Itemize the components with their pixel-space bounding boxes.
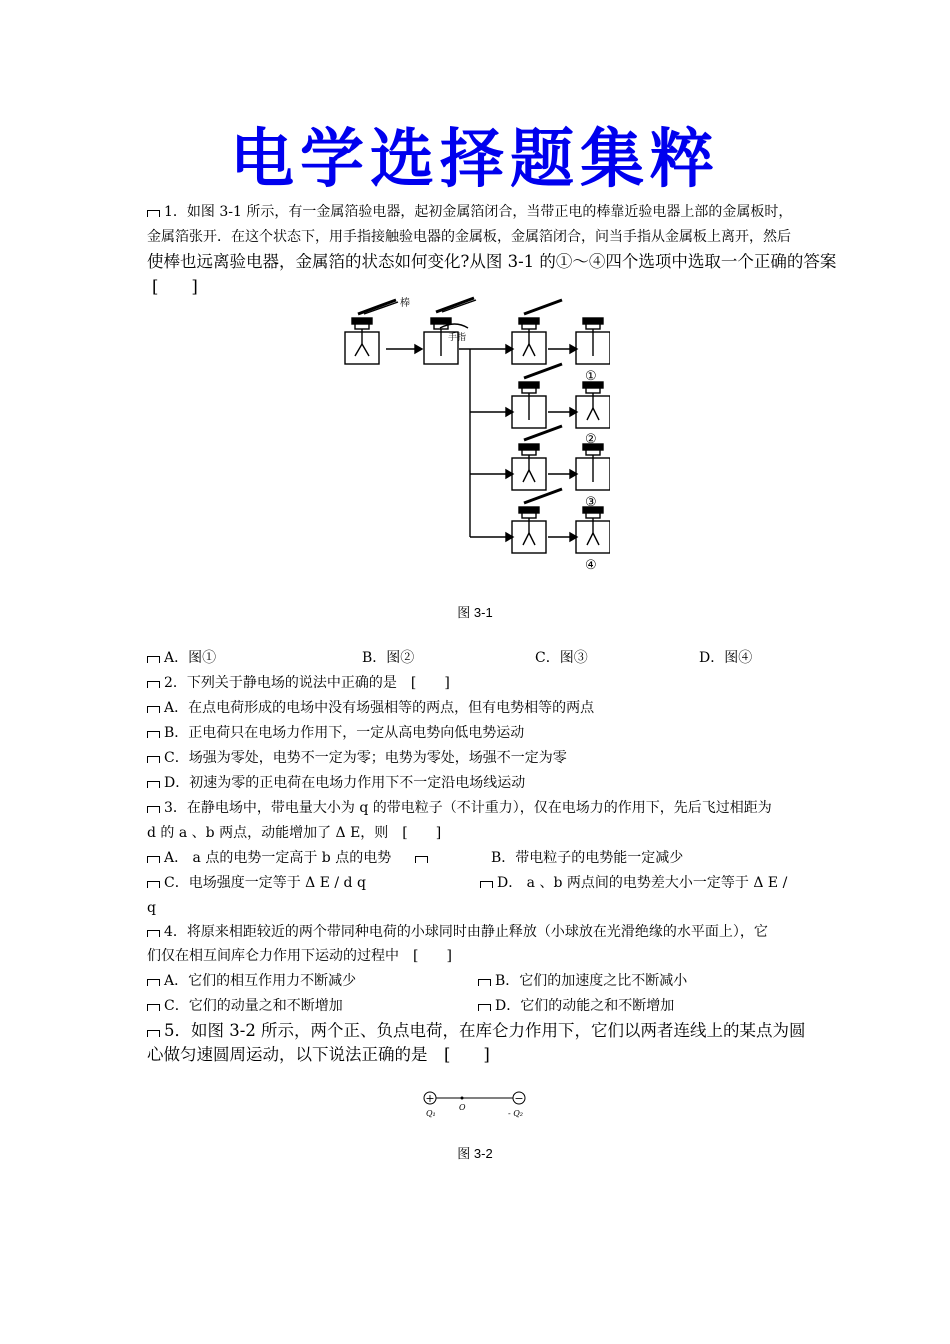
q1-bracket: [ ]	[152, 277, 198, 296]
q3-line-2: d 的 a 、b 两点，动能增加了 Δ E，则 [ ]	[147, 825, 442, 841]
figure-3-2-caption: 图 3-2	[457, 1146, 493, 1161]
q3-mark	[415, 848, 432, 868]
q3-option-c[interactable]: C．电场强度一定等于 Δ E / d q	[147, 873, 366, 893]
q1-option-d[interactable]: D．图④	[699, 650, 753, 666]
q4-option-a[interactable]: A．它们的相互作用力不断减少	[147, 971, 356, 991]
q3-option-d[interactable]: D． a 、b 两点间的电势差大小一定等于 Δ E /	[480, 873, 787, 893]
option-1-label: ①	[585, 369, 597, 384]
q4-option-c[interactable]: C．它们的动量之和不断增加	[147, 996, 343, 1016]
q1-line-2: 金属箔张开．在这个状态下，用手指接触验电器的金属板，金属箔闭合，问当手指从金属板上离开，然后	[147, 229, 791, 245]
electroscope-1	[345, 318, 379, 364]
q5-line-1: 5．如图 3-2 所示，两个正、负点电荷，在库仑力作用下，它们以两者连线上的某点为圆	[147, 1021, 806, 1041]
q3-option-d-cont: q	[147, 900, 156, 916]
o-label: O	[459, 1103, 466, 1112]
q1-label: Q₁	[426, 1109, 436, 1118]
figure-3-2	[418, 1088, 533, 1124]
q1-option-b[interactable]: B．图②	[362, 650, 415, 666]
rod-1	[358, 300, 398, 314]
q4-option-b[interactable]: B．它们的加速度之比不断减小	[478, 971, 687, 991]
q3-line-1: 3．在静电场中，带电量大小为 q 的带电粒子（不计重力），仅在电场力的作用下，先后飞过相距为	[147, 798, 772, 818]
page-title: 电学选择题集粹	[230, 123, 720, 197]
q1-line-3: 使棒也远离验电器，金属箔的状态如何变化?从图 3-1 的①～④四个选项中选取一个正确的答案	[147, 252, 837, 271]
q1-line-1: 1．如图 3-1 所示，有一金属箔验电器，起初金属箔闭合，当带正电的棒靠近验电器上部的金属板时，	[147, 202, 792, 222]
q4-line-2: 们仅在相互间库仑力作用下运动的过程中 [ ]	[147, 948, 452, 964]
finger-label: 手指	[448, 333, 467, 343]
plus-sign: +	[425, 1092, 435, 1105]
q1-option-a[interactable]: A．图①	[147, 648, 216, 668]
q3-option-a[interactable]: A． a 点的电势一定高于 b 点的电势	[147, 848, 391, 868]
minus-sign: −	[514, 1092, 524, 1105]
q2-option-a[interactable]: A．在点电荷形成的电场中没有场强相等的两点，但有电势相等的两点	[147, 698, 594, 718]
q4-option-d[interactable]: D．它们的动能之和不断增加	[478, 996, 674, 1016]
figure-3-1-caption: 图 3-1	[457, 605, 493, 620]
option-4-label: ④	[585, 558, 597, 573]
q1-option-c[interactable]: C．图③	[535, 650, 588, 666]
rod-2	[436, 298, 476, 312]
option-2-label: ②	[585, 432, 597, 447]
q2-option-b[interactable]: B．正电荷只在电场力作用下，一定从高电势向低电势运动	[147, 723, 524, 743]
rod-label: 棒	[400, 298, 410, 309]
q2-option-c[interactable]: C．场强为零处，电势不一定为零；电势为零处，场强不一定为零	[147, 748, 567, 768]
answer-mark	[147, 210, 160, 217]
q2-label: - Q₂	[508, 1109, 524, 1118]
q2-stem: 2．下列关于静电场的说法中正确的是 [ ]	[147, 673, 450, 693]
option-3-label: ③	[585, 495, 597, 510]
q5-line-2: 心做匀速圆周运动，以下说法正确的是 [ ]	[147, 1045, 490, 1064]
q2-option-d[interactable]: D．初速为零的正电荷在电场力作用下不一定沿电场线运动	[147, 773, 525, 793]
figure-3-1	[340, 292, 610, 584]
q3-option-b[interactable]: B．带电粒子的电势能一定减少	[491, 850, 684, 866]
q4-line-1: 4．将原来相距较近的两个带同种电荷的小球同时由静止释放（小球放在光滑绝缘的水平面上），它	[147, 922, 768, 942]
